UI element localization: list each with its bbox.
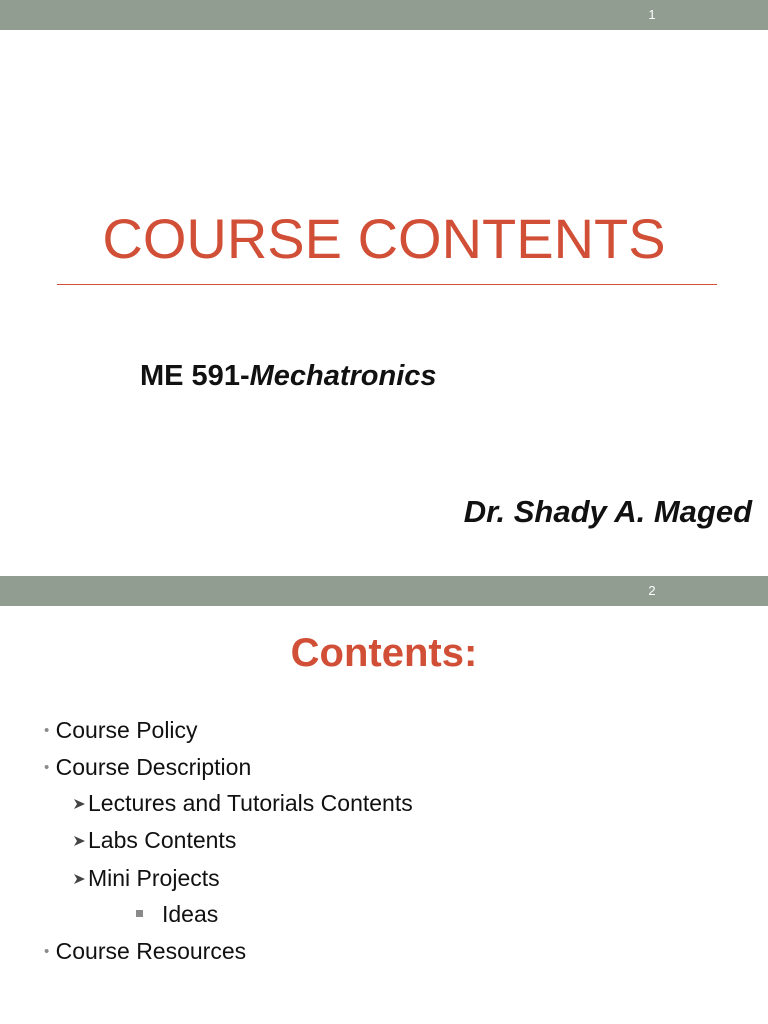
course-name: Mechatronics: [249, 360, 437, 392]
list-item: [72, 864, 220, 892]
slide-top-bar: [0, 576, 768, 606]
list-item: [72, 789, 413, 817]
contents-heading: Contents:: [290, 631, 478, 675]
slide-top-bar: [0, 0, 768, 30]
course-code-number: ME 591-: [140, 360, 250, 392]
bullet-icon: •: [44, 759, 50, 776]
list-item: [44, 937, 246, 966]
list-item-text: Ideas: [162, 901, 219, 927]
list-item: [44, 753, 251, 782]
list-item: [136, 900, 218, 928]
bullet-icon: •: [44, 943, 50, 960]
list-item-text: Course Description: [55, 754, 252, 780]
slide-number: 2: [648, 583, 656, 598]
list-item: [44, 716, 198, 745]
list-item: [72, 826, 236, 854]
list-item-text: Lectures and Tutorials Contents: [88, 790, 413, 816]
list-item-text: Course Resources: [55, 938, 247, 964]
title-underline: [57, 284, 717, 285]
list-item-text: Mini Projects: [88, 865, 220, 891]
course-code: [140, 360, 437, 393]
slide-number: 1: [648, 7, 656, 22]
arrow-bullet-icon: [72, 871, 88, 887]
list-item-text: Course Policy: [55, 717, 198, 743]
arrow-bullet-icon: [72, 833, 88, 849]
list-item-text: Labs Contents: [88, 827, 237, 853]
arrow-bullet-icon: [72, 796, 88, 812]
square-bullet-icon: [136, 910, 143, 917]
slide-title: COURSE CONTENTS: [102, 207, 666, 270]
slide-2: [0, 576, 768, 1024]
bullet-icon: •: [44, 722, 50, 739]
instructor-name: Dr. Shady A. Maged: [463, 494, 752, 529]
